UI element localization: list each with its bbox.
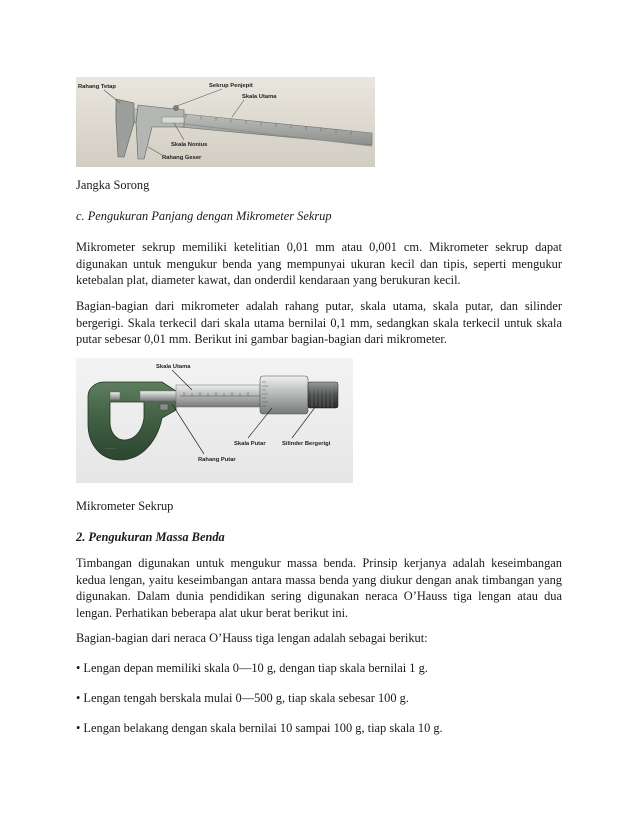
label-rahang-geser: Rahang Geser	[162, 155, 202, 161]
micrometer-illustration	[76, 358, 353, 483]
section-2-paragraph-2: Bagian-bagian dari neraca O’Hauss tiga lengan adalah sebagai berikut:	[76, 631, 428, 645]
anvil	[110, 392, 120, 400]
spindle	[140, 391, 180, 401]
section-c-paragraph-1: Mikrometer sekrup memiliki ketelitian 0,01 mm atau 0,001 cm. Mikrometer sekrup dapat digunakan untuk mengukur benda yang mempunyai ukuran kecil dan tipis, seperti mengukur ketebalan plat, diameter kawat, dan onderdil kendaraan yang berukuran kecil.	[76, 240, 562, 287]
lock-lever	[160, 404, 168, 410]
section-2-heading: 2. Pengukuran Massa Benda	[76, 530, 225, 544]
photo-background	[76, 358, 353, 483]
label-silinder-bergerigi: Silinder Bergerigi	[282, 441, 331, 447]
ratchet-knurled-cylinder	[308, 382, 338, 408]
vernier-scale-plate	[162, 117, 184, 123]
label-skala-utama: Skala Utama	[156, 364, 191, 370]
label-skala-putar: Skala Putar	[234, 441, 266, 447]
label-skala-utama: Skala Utama	[242, 94, 277, 100]
vernier-caliper-illustration	[76, 77, 375, 167]
micrometer-figure	[76, 358, 353, 483]
locking-screw	[173, 105, 178, 110]
label-sekrup-penjepit: Sekrup Penjepit	[209, 83, 253, 89]
label-rahang-putar: Rahang Putar	[198, 457, 236, 463]
thimble-rotating-scale	[260, 376, 308, 414]
section-c-paragraph-2: Bagian-bagian dari mikrometer adalah rahang putar, skala utama, skala putar, dan silinder bergerigi. Skala terkecil dari skala utama bernilai 0,1 mm, sedangkan skala terkecil untuk skala putar sebesar 0,01 mm. Berikut ini gambar bagian-bagian dari mikrometer.	[76, 299, 562, 346]
label-rahang-tetap: Rahang Tetap	[78, 84, 116, 90]
label-skala-nonius: Skala Nonius	[171, 142, 208, 148]
bullet-item: • Lengan depan memiliki skala 0—10 g, dengan tiap skala bernilai 1 g.	[76, 661, 428, 675]
frame-marking: ·· · ··	[106, 446, 116, 451]
section-2-paragraph-1: Timbangan digunakan untuk mengukur massa benda. Prinsip kerjanya adalah keseimbangan kedua lengan, yaitu keseimbangan antara massa benda yang diukur dengan anak timbangan yang digunakan. Dalam dunia pendidikan sering digunakan neraca O’Hauss tiga lengan atau dua lengan. Perhatikan beberapa alat ukur berat berikut ini.	[76, 556, 562, 620]
figure2-caption: Mikrometer Sekrup	[76, 499, 174, 513]
bullet-item: • Lengan belakang dengan skala bernilai 10 sampai 100 g, tiap skala 10 g.	[76, 721, 443, 735]
figure1-caption: Jangka Sorong	[76, 178, 150, 192]
section-c-heading: c. Pengukuran Panjang dengan Mikrometer Sekrup	[76, 209, 332, 223]
bullet-item: • Lengan tengah berskala mulai 0—500 g, tiap skala sebesar 100 g.	[76, 691, 409, 705]
vernier-caliper-figure	[76, 77, 375, 167]
